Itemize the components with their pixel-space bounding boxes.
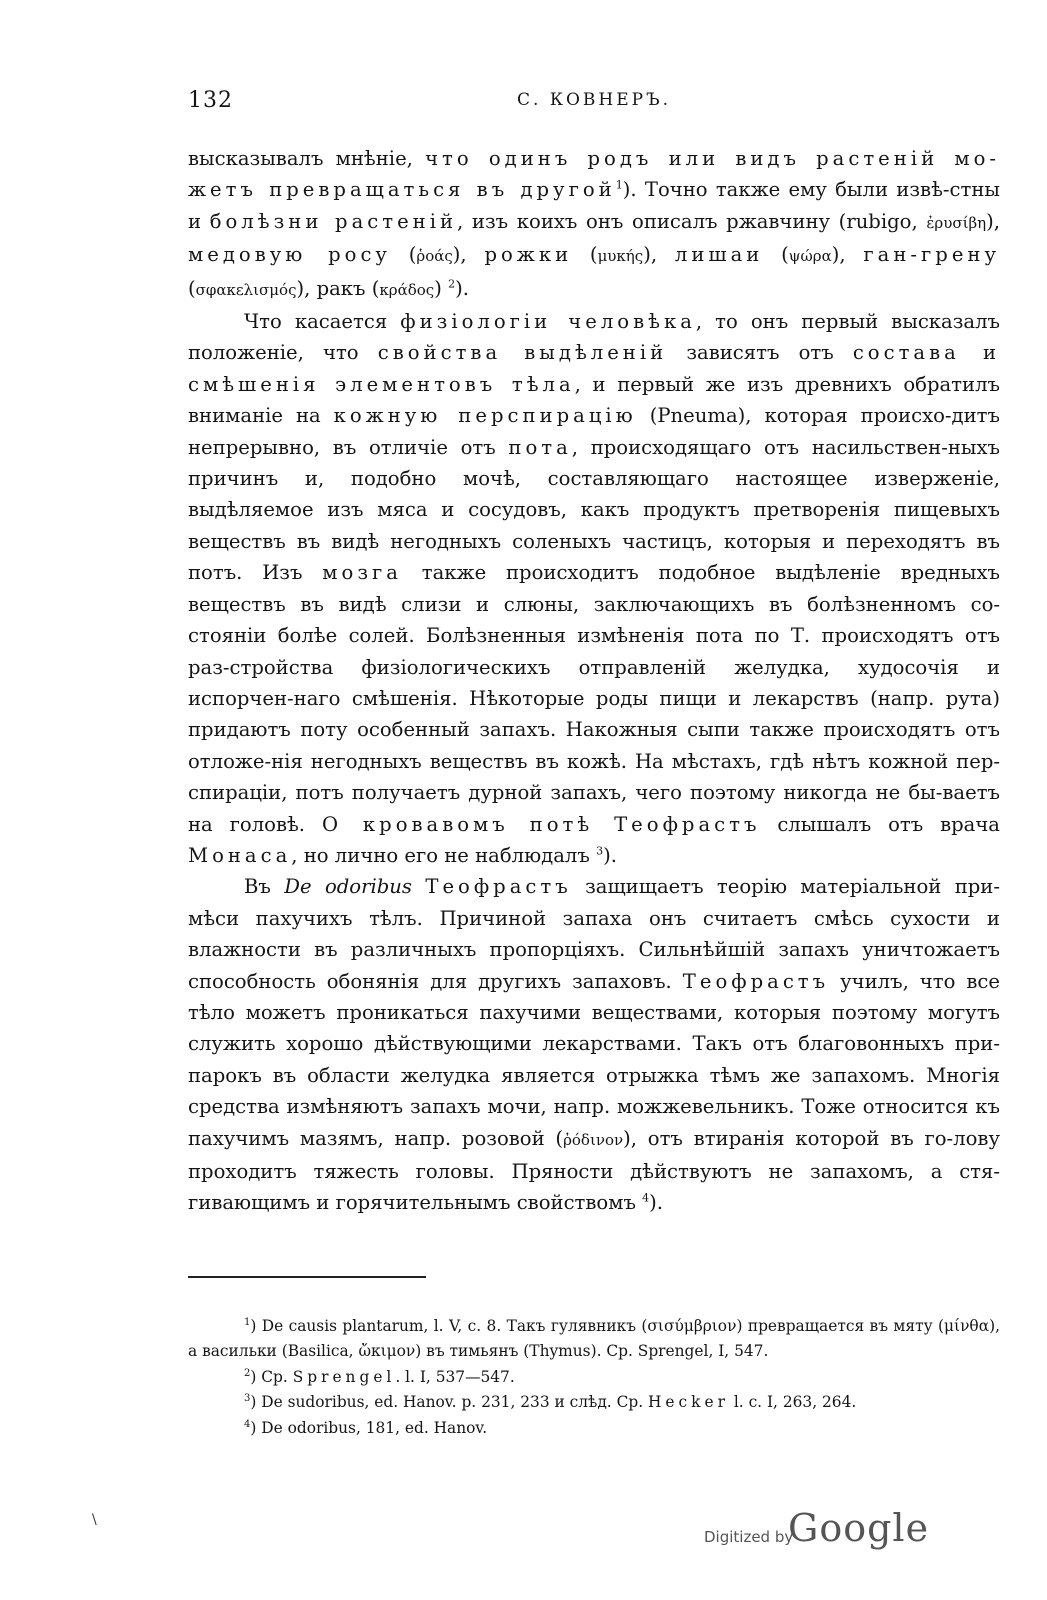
footnote-ref-1[interactable]: 1: [615, 178, 623, 192]
paragraph-3: Въ De odoribus Теофрастъ защищаетъ теорію матеріальной при-мѣси пахучихъ тѣлъ. Причиной запаха онъ считаетъ смѣсь сухости и влажности въ различныхъ пропорціяхъ. Сильнѣйшій запахъ уничтожаетъ способность обонянія для другихъ запаховъ. Теофрастъ училъ, что все тѣло можетъ проникаться пахучими веществами, которыя поэтому могутъ служить хорошо дѣйствующими лекарствами. Такъ отъ благовонныхъ при-парокъ въ области желудка является отрыжка тѣмъ же запахомъ. Многія средства измѣняютъ запахъ мочи, напр. можжевельникъ. Тоже относится къ пахучимъ мазямъ, напр. розовой (ῥόδινον), отъ втиранія которой въ го-лову проходитъ тяжесть головы. Пряности дѣйствуютъ не запахомъ, а стя-гивающимъ и горячительнымъ свойствомъ $^4$).: [188, 875, 1001, 1215]
footnote-ref-2[interactable]: 2: [448, 277, 456, 291]
body-text: [188, 143, 1000, 1219]
stray-mark: \: [92, 1512, 97, 1528]
footnote-3: $^3$) De sudoribus, ed. Hanov. p. 231, 233 и слѣд. Ср. Hecker l. c. I, 263, 264.: [244, 1393, 857, 1412]
footnote-ref-3[interactable]: 3: [596, 844, 604, 858]
footnote-4: $^4$) De odoribus, 181, ed. Hanov.: [244, 1418, 488, 1437]
page-number: 132: [188, 88, 233, 113]
paragraph-2: Что касается физіологіи человѣка, то онъ первый высказалъ положеніе, что свойства выдѣленій зависятъ отъ состава и смѣшенія элементовъ тѣла, и первый же изъ древнихъ обратилъ вниманіе на кожную перспирацію (Pneuma), которая происхо-дитъ непрерывно, въ отличіе отъ пота, происходящаго отъ насильствен-ныхъ причинъ и, подобно мочѣ, составляющаго настоящее изверженіе, выдѣляемое изъ мяса и сосудовъ, какъ продуктъ претворенія пищевыхъ веществъ въ видѣ негодныхъ соленыхъ частицъ, которыя и переходятъ въ потъ. Изъ мозга также происходитъ подобное выдѣленіе вредныхъ веществъ въ видѣ слизи и слюны, заключающихъ въ болѣзненномъ со-стояніи болѣе солей. Болѣзненныя измѣненія пота по Т. происходятъ отъ раз-стройства физіологическихъ отправленій желудка, худосочія и испорчен-наго смѣшенія. Нѣкоторые роды пищи и лекарствъ (напр. рута) придаютъ поту особенный запахъ. Накожныя сыпи также происходятъ отъ отложе-нія негодныхъ веществъ въ кожѣ. На мѣстахъ, гдѣ нѣтъ кожной пер-спираціи, потъ получаетъ дурной запахъ, чего поэтому никогда не бы-ваетъ на головѣ. О кровавомъ потѣ Теофрастъ слышалъ отъ врача Монаса, но лично его не наблюдалъ $^3$).: [188, 310, 1001, 867]
digitized-label: Digitized by: [704, 1528, 794, 1546]
footnote-rule: [188, 1276, 426, 1278]
paragraph-1: высказывалъ мнѣніе, что одинъ родъ или видъ растеній мо-жетъ превращаться въ другой$^1$). Точно также ему были извѣ-стны и болѣзни растеній, изъ коихъ онъ описалъ ржавчину (rubigo, ἐρυσίβη), медовую росу (ῥοάς), рожки (μυκής), лишаи (ψώρα), ган-грену (σφακελισμός), ракъ (κράδος) $^2$).: [188, 147, 1001, 300]
footnote-ref-4[interactable]: 4: [642, 1191, 650, 1205]
footnote-2: $^2$) Ср. Sprengel. l. I, 537—547.: [244, 1367, 515, 1386]
footnote-1: $^1$) De causis plantarum, l. V, c. 8. Такъ гулявникъ (σισύμβριον) превращается въ мяту (μίνθα), а васильки (Basilica, ὤκιμον) въ тимьянъ (Thymus). Ср. Sprengel, I, 547.: [188, 1316, 1000, 1361]
google-logo: Google: [788, 1506, 930, 1550]
running-head: С. КОВНЕРЪ.: [517, 90, 671, 110]
footnotes: [188, 1314, 1000, 1441]
page-header: [188, 88, 1000, 116]
